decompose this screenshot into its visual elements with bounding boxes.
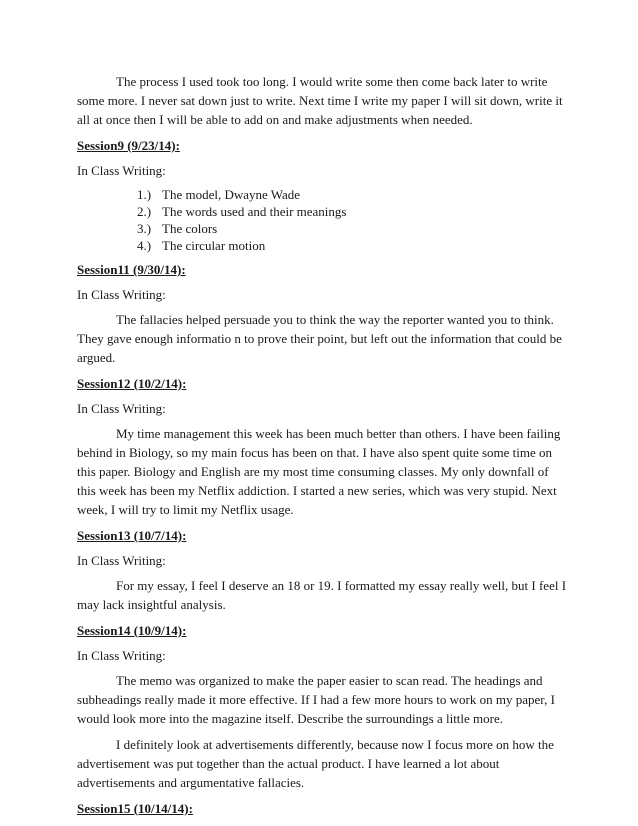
list-number: 3.) — [137, 221, 152, 236]
list-text: The circular motion — [162, 238, 266, 253]
list-text: The model, Dwayne Wade — [162, 187, 301, 202]
body-paragraph: The fallacies helped persuade you to think the way the reporter wanted you to think. They gave enough informatio n to prove their point, but left out the information that could be argued. — [77, 312, 562, 365]
body-paragraph: For my essay, I feel I deserve an 18 or 19. I formatted my essay really well, but I feel I may lack insightful analysis. — [77, 578, 567, 612]
section-label: In Class Writing: — [77, 401, 166, 416]
list-item — [137, 220, 567, 237]
list-text: The colors — [162, 221, 218, 236]
section-label: In Class Writing: — [77, 553, 166, 568]
list-item — [137, 237, 567, 254]
body-paragraph: The memo was organized to make the paper easier to scan read. The headings and subheadings really made it more effective. If I had a few more hours to work on my paper, I would look more into the magazine itself. Describe the surroundings a little more. — [77, 673, 555, 726]
list-item — [137, 203, 567, 220]
body-paragraph: My time management this week has been much better than others. I have been failing behind in Biology, so my main focus has been on that. I have also spent quite some time on this paper. Biology and English are my most time consuming classes. My only downfall of this week has been my Netflix addiction. I started a new series, which was very stupid. Next week, I will try to limit my Netflix usage. — [77, 426, 561, 517]
session-heading: Session12 (10/2/14): — [77, 376, 187, 391]
document-page — [77, 72, 567, 824]
section-label: In Class Writing: — [77, 163, 166, 178]
session-heading: Session13 (10/7/14): — [77, 528, 187, 543]
session-heading: Session14 (10/9/14): — [77, 623, 187, 638]
list-number: 4.) — [137, 238, 152, 253]
session-heading: Session15 (10/14/14): — [77, 801, 193, 816]
body-paragraph: I definitely look at advertisements differently, because now I focus more on how the advertisement was put together than the actual product. I have learned a lot about advertisements and argumentative fallacies. — [77, 737, 554, 790]
intro-paragraph: The process I used took too long. I would write some then come back later to write some more. I never sat down just to write. Next time I write my paper I will sit down, write it all at once then I will be able to add on and make adjustments when needed. — [77, 74, 563, 127]
section-label: In Class Writing: — [77, 287, 166, 302]
session-heading: Session9 (9/23/14): — [77, 138, 180, 153]
session-heading: Session11 (9/30/14): — [77, 262, 186, 277]
list-item — [137, 186, 567, 203]
section-label: In Class Writing: — [77, 648, 166, 663]
list-text: The words used and their meanings — [162, 204, 347, 219]
list-number: 1.) — [137, 187, 152, 202]
list-number: 2.) — [137, 204, 152, 219]
session-list — [77, 186, 567, 254]
